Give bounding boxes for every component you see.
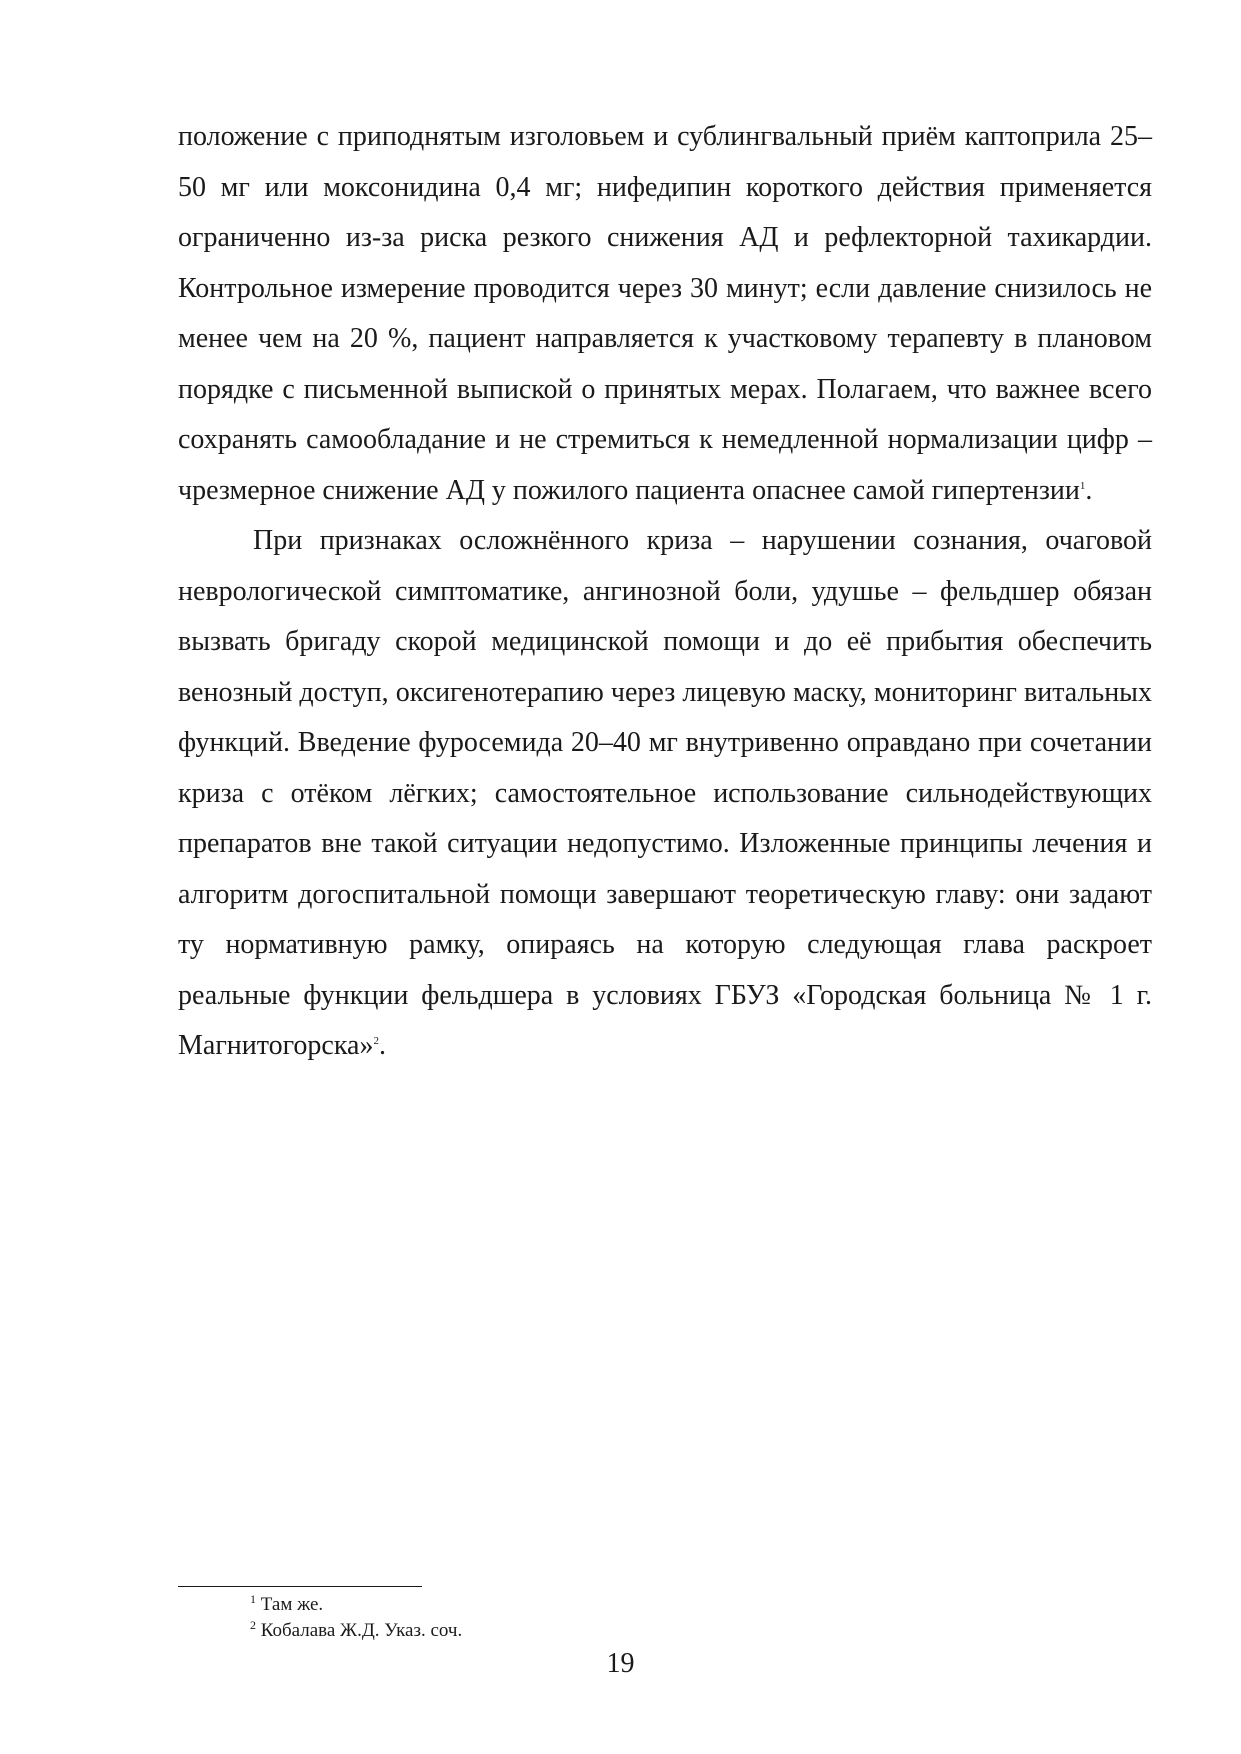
footnote-2-number: 2 xyxy=(250,1618,256,1632)
footnote-2 xyxy=(250,1618,462,1644)
footnote-ref-2[interactable]: 2 xyxy=(373,1035,379,1047)
footnotes xyxy=(250,1592,462,1644)
footnote-1-number: 1 xyxy=(250,1592,256,1606)
paragraph-2 xyxy=(178,516,1152,1072)
page-number: 19 xyxy=(606,1648,635,1679)
footnote-1 xyxy=(250,1592,462,1618)
footnote-separator xyxy=(178,1586,422,1587)
footnote-2-text: Кобалава Ж.Д. Указ. соч. xyxy=(260,1620,463,1641)
body-text xyxy=(178,112,1152,1072)
footnote-ref-1[interactable]: 1 xyxy=(1079,479,1086,492)
paragraph-2-text: При признаках осложнённого криза – нарушении сознания, очаговой неврологической симптоматике, ангинозной боли, удушье – фельдшер обязан вызвать бригаду скорой медицинской помощи и до её прибытия обеспечить венозный доступ, оксигенотерапию через лицевую маску, мониторинг витальных функций. Введение фуросемида 20–40 мг внутривенно оправдано при сочетании криза с отёком лёгких; самостоятельное использование сильнодействующих препаратов вне такой ситуации недопустимо. Изложенные принципы лечения и алгоритм догоспитальной помощи завершают теоретическую главу: они задают ту нормативную рамку, опираясь на которую следующая глава раскроет реальные функции фельдшера в условиях ГБУЗ «Городская больница № 1 г. Магнитогорска» xyxy=(178,525,1152,1061)
paragraph-1-text: положение с приподнятым изголовьем и сублингвальный приём каптоприла 25–50 мг или моксонидина 0,4 мг; нифедипин короткого действия применяется ограниченно из-за риска резкого снижения АД и рефлекторной тахикардии. Контрольное измерение проводится через 30 минут; если давление снизилось не менее чем на 20 %, пациент направляется к участковому терапевту в плановом порядке с письменной выпиской о принятых мерах. Полагаем, что важнее всего сохранять самообладание и не стремиться к немедленной нормализации цифр – чрезмерное снижение АД у пожилого пациента опаснее самой гипертензии xyxy=(178,121,1152,506)
paragraph-1-end: . xyxy=(1085,474,1093,506)
paragraph-1 xyxy=(178,112,1152,516)
paragraph-2-end: . xyxy=(378,1030,386,1061)
footnote-1-text: Там же. xyxy=(260,1594,324,1615)
